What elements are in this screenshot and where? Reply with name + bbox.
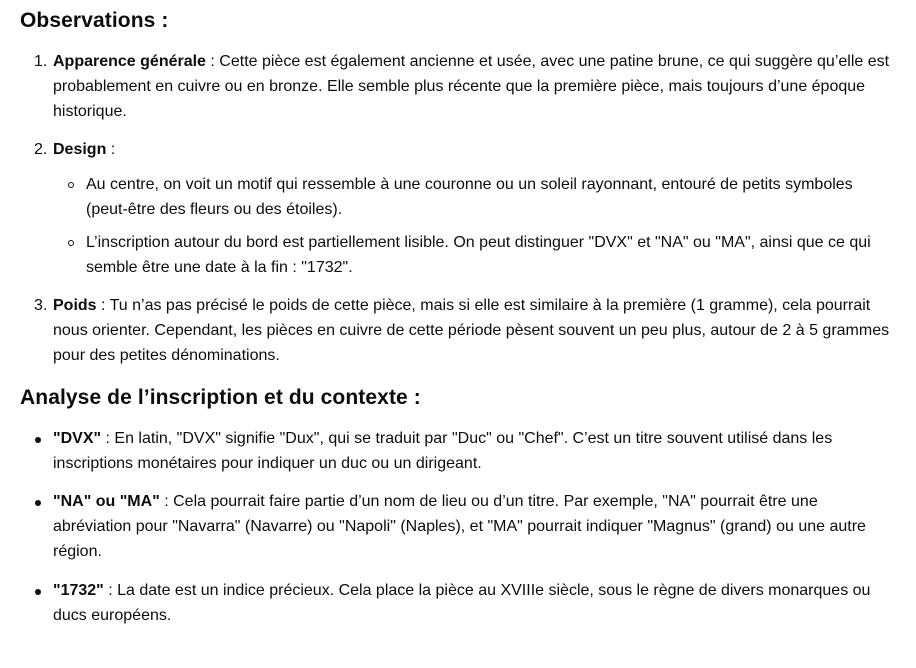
hollow-bullet-icon <box>68 182 74 188</box>
analysis-heading: Analyse de l’inscription et du contexte : <box>20 385 421 409</box>
subitem-text: L’inscription autour du bord est partiellement lisible. On peut distinguer "DVX" et "NA" ou "MA", ainsi que ce qui semble être une date à la fin : "1732". <box>86 233 871 276</box>
item-text: : En latin, "DVX" signifie "Dux", qui se traduit par "Duc" ou "Chef". C’est un titre souvent utilisé dans les inscriptions monétaires pour indiquer un duc ou un dirigeant. <box>53 429 833 472</box>
design-subitem-center <box>53 173 896 223</box>
item-term: Poids <box>53 297 97 315</box>
observation-item-weight <box>20 294 896 368</box>
item-text: : <box>106 141 116 159</box>
bullet-icon <box>35 589 41 595</box>
analysis-item-dvx <box>20 427 896 477</box>
bullet-icon <box>35 500 41 506</box>
bullet-icon <box>35 437 41 443</box>
hollow-bullet-icon <box>68 240 74 246</box>
item-term: "DVX" <box>53 429 102 447</box>
item-term: Apparence générale <box>53 53 206 70</box>
item-term: "1732" <box>53 581 104 599</box>
observations-list <box>20 50 896 369</box>
list-number: 1. <box>34 53 48 70</box>
observation-item-design <box>20 138 896 280</box>
design-subitem-inscription <box>53 231 896 281</box>
list-number: 2. <box>34 141 48 159</box>
observation-item-appearance <box>20 50 896 124</box>
item-text: : Cela pourrait faire partie d’un nom de lieu ou d’un titre. Par exemple, "NA" pourrait être une abréviation pour "Navarra" (Navarre) ou "Napoli" (Naples), et "MA" pourrait indiquer "Magnus" (grand) ou une autre région. <box>53 493 866 560</box>
analysis-list <box>20 427 896 629</box>
analysis-item-1732 <box>20 579 896 629</box>
item-text: : La date est un indice précieux. Cela place la pièce au XVIIIe siècle, sous le règne de divers monarques ou ducs européens. <box>53 581 871 624</box>
list-number: 3. <box>34 297 48 315</box>
design-sublist <box>53 173 896 280</box>
item-term: Design <box>53 141 107 159</box>
item-text: : Tu n’as pas précisé le poids de cette pièce, mais si elle est similaire à la première (1 gramme), cela pourrait nous orienter. Cependant, les pièces en cuivre de cette période pèsent souvent un peu plus, autour de 2 à 5 grammes pour des petites dénominations. <box>53 297 890 364</box>
item-text: : Cette pièce est également ancienne et usée, avec une patine brune, ce qui suggère qu’elle est probablement en cuivre ou en bronze. Elle semble plus récente que la première pièce, mais toujours d’une époque historique. <box>53 53 890 120</box>
analysis-item-na-ma <box>20 490 896 564</box>
observations-heading: Observations : <box>20 9 169 32</box>
subitem-text: Au centre, on voit un motif qui ressemble à une couronne ou un soleil rayonnant, entouré de petits symboles (peut-être des fleurs ou des étoiles). <box>86 176 853 218</box>
item-term: "NA" ou "MA" <box>53 493 160 511</box>
